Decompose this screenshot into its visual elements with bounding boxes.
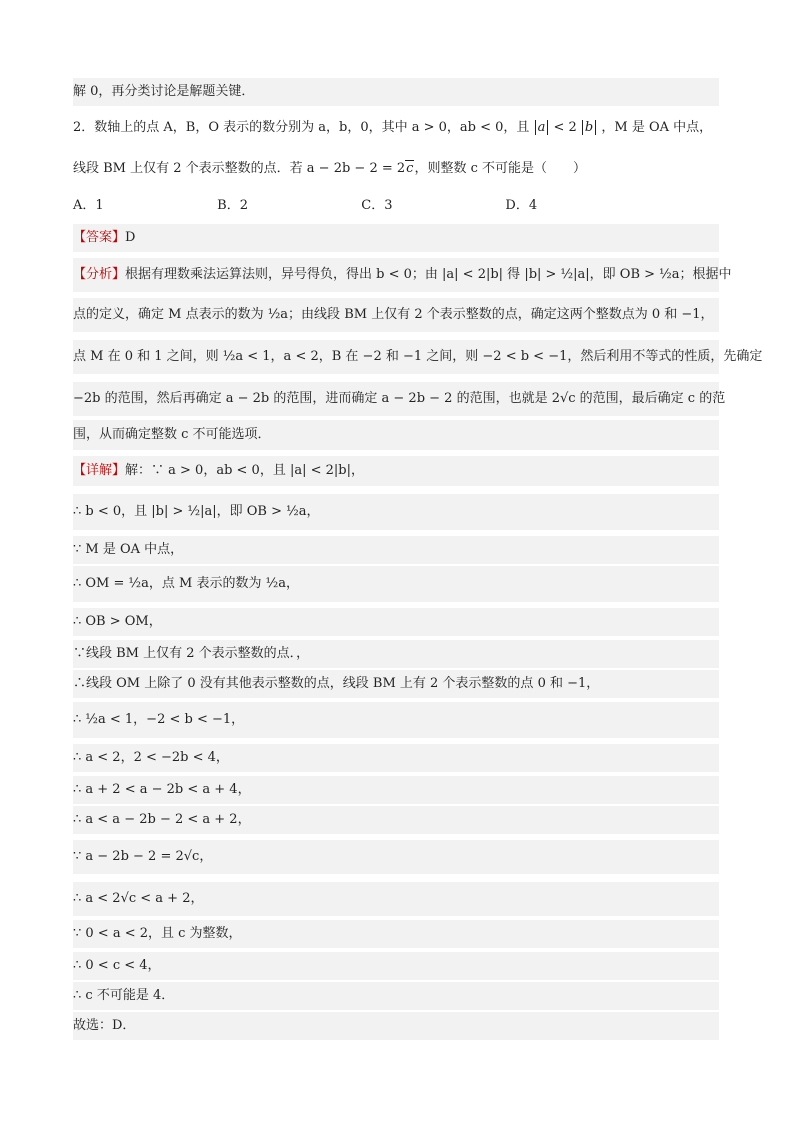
detail-step-5: ∵线段 BM 上仅有 2 个表示整数的点．，: [73, 640, 719, 668]
answer-line: [73, 224, 719, 252]
answer-label: 【答案】: [73, 230, 126, 245]
detail-label: 【详解】: [73, 463, 126, 478]
analysis-text-1: 根据有理数乘法运算法则，异号得负，得出 b < 0；由 |a| < 2|b| 得 |b| > ½|a|，即 OB > ½a；根据中: [125, 267, 732, 282]
options-row: [73, 192, 719, 220]
detail-line-0: [73, 456, 719, 486]
detail-step-1: ∴ b < 0，且 |b| > ½|a|，即 OB > ½a，: [73, 494, 719, 530]
abs-b: b: [582, 120, 596, 135]
detail-step-6: ∴线段 OM 上除了 0 没有其他表示整数的点，线段 BM 上有 2 个表示整数的点 0 和 −1，: [73, 670, 719, 698]
detail-step-9: ∴ a + 2 < a − 2b < a + 4，: [73, 776, 719, 804]
detail-step-15: ∴ c 不可能是 4．: [73, 982, 719, 1010]
detail-step-16: 故选：D．: [73, 1012, 719, 1040]
question-text-1a: 2．数轴上的点 A，B，O 表示的数分别为 a，b，0，其中 a > 0，ab < 0，且: [73, 120, 530, 135]
question-text-1b: ，M 是 OA 中点，: [601, 120, 713, 135]
option-b: B．2: [217, 198, 248, 213]
detail-step-8: ∴ a < 2，2 < −2b < 4，: [73, 744, 719, 772]
analysis-line-4: −2b 的范围，然后再确定 a − 2b 的范围，进而确定 a − 2b − 2 的范围，也就是 2√c 的范围，最后确定 c 的范: [73, 382, 719, 416]
detail-step-0: 解：∵ a > 0，ab < 0，且 |a| < 2|b|，: [125, 463, 364, 478]
question-text-2a: 线段 BM 上仅有 2 个表示整数的点．若 a − 2b − 2 = 2: [73, 161, 406, 176]
previous-solution-tail: 解 0，再分类讨论是解题关键．: [73, 78, 719, 106]
option-c: C．3: [361, 198, 393, 213]
abs-a: a: [535, 120, 549, 135]
analysis-line-3: 点 M 在 0 和 1 之间，则 ½a < 1，a < 2，B 在 −2 和 −1 之间，则 −2 < b < −1，然后利用不等式的性质，先确定: [73, 340, 719, 374]
detail-step-7: ∴ ½a < 1，−2 < b < −1，: [73, 702, 719, 738]
lt-two: < 2: [553, 120, 577, 135]
analysis-line-1: [73, 258, 732, 292]
detail-step-10: ∴ a < a − 2b − 2 < a + 2，: [73, 806, 719, 834]
option-d: D．4: [505, 198, 538, 213]
option-a: A．1: [73, 198, 104, 213]
detail-step-14: ∴ 0 < c < 4，: [73, 952, 719, 980]
detail-step-4: ∴ OB > OM，: [73, 608, 719, 636]
sqrt-c: c: [406, 161, 414, 176]
question-line-2: [73, 155, 719, 183]
analysis-label: 【分析】: [73, 267, 126, 282]
answer-value: D: [125, 230, 136, 245]
detail-step-13: ∵ 0 < a < 2，且 c 为整数，: [73, 920, 719, 948]
analysis-line-2: 点的定义，确定 M 点表示的数为 ½a；由线段 BM 上仅有 2 个表示整数的点，确定这两个整数点为 0 和 −1，: [73, 298, 719, 332]
detail-step-3: ∴ OM = ½a，点 M 表示的数为 ½a，: [73, 566, 719, 602]
detail-step-12: ∴ a < 2√c < a + 2，: [73, 882, 719, 916]
detail-step-11: ∵ a − 2b − 2 = 2√c，: [73, 840, 719, 874]
question-line-1: [73, 114, 719, 142]
question-text-2b: ，则整数 c 不可能是（ ）: [414, 161, 586, 176]
analysis-line-5: 围，从而确定整数 c 不可能选项．: [73, 420, 719, 450]
detail-step-2: ∵ M 是 OA 中点，: [73, 536, 719, 564]
